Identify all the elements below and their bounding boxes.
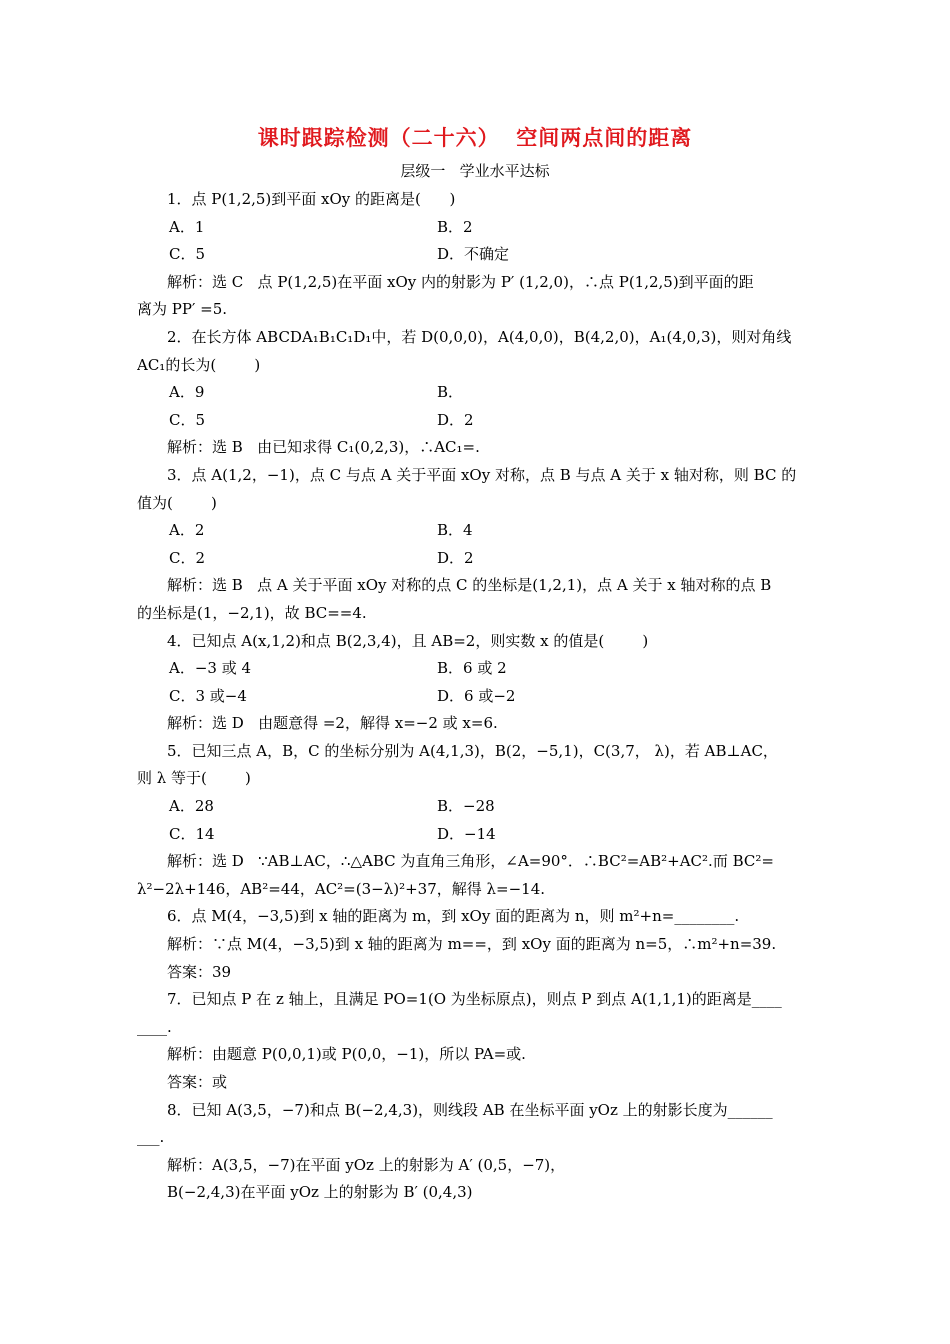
option-a: A．9	[169, 383, 205, 402]
question-5-stem: 5．已知三点 A，B，C 的坐标分别为 A(4,1,3)，B(2，−5,1)，C(3,7， λ)，若 AB⊥AC，	[167, 741, 778, 760]
question-3-stem: 3．点 A(1,2，−1)，点 C 与点 A 关于平面 xOy 对称，点 B 与点 A 关于 x 轴对称，则 BC 的	[167, 465, 797, 484]
question-7-stem: 7．已知点 P 在 z 轴上，且满足 PO=1(O 为坐标原点)，则点 P 到点 A(1,1,1)的距离是____	[167, 990, 782, 1009]
option-c: C．2	[169, 548, 206, 567]
question-2-options-cd	[137, 407, 817, 435]
question-5-solution: 解析：选 D ∵AB⊥AC，∴△ABC 为直角三角形，∠A=90°．∴BC²=AB²+AC².而 BC²=	[167, 852, 774, 871]
question-5-options-ab	[137, 793, 817, 821]
question-4-options-ab	[137, 655, 817, 683]
question-list	[137, 186, 817, 1207]
question-1-stem: 1．点 P(1,2,5)到平面 xOy 的距离是( )	[167, 190, 456, 208]
question-3-options-ab	[137, 517, 817, 545]
question-6-answer: 答案：39	[167, 962, 232, 981]
option-d: D．2	[437, 410, 474, 429]
option-a: A．2	[169, 521, 205, 540]
option-c: C．5	[169, 410, 206, 429]
option-b: B．6 或 2	[437, 659, 507, 678]
question-6-stem: 6．点 M(4，−3,5)到 x 轴的距离为 m，到 xOy 面的距离为 n，则 m²+n=________.	[167, 907, 740, 926]
question-3-solution: 解析：选 B 点 A 关于平面 xOy 对称的点 C 的坐标是(1,2,1)，点 A 关于 x 轴对称的点 B	[167, 576, 772, 595]
question-7-stem-cont: ____.	[137, 1017, 172, 1036]
option-c: C．3 或−4	[169, 686, 247, 705]
option-d: D．不确定	[437, 245, 510, 264]
question-1-options-cd	[137, 241, 817, 269]
question-6-solution: 解析：∵点 M(4，−3,5)到 x 轴的距离为 m==，到 xOy 面的距离为 n=5，∴m²+n=39.	[167, 935, 777, 954]
question-7-answer: 答案：或	[167, 1073, 228, 1091]
question-3-stem-cont: 值为( )	[137, 493, 217, 512]
option-d: D．2	[437, 548, 474, 567]
question-2-solution: 解析：选 B 由已知求得 C₁(0,2,3)，∴AC₁=.	[167, 438, 480, 457]
question-5-options-cd	[137, 821, 817, 849]
question-4-options-cd	[137, 683, 817, 711]
option-b: B．−28	[437, 797, 495, 816]
question-1-options-ab	[137, 214, 817, 242]
question-2-options-ab	[137, 379, 817, 407]
option-d: D．−14	[437, 824, 496, 843]
question-1-solution: 解析：选 C 点 P(1,2,5)在平面 xOy 内的射影为 P′ (1,2,0)，∴点 P(1,2,5)到平面的距	[167, 272, 754, 291]
question-3-solution-cont: 的坐标是(1，−2,1)，故 BC==4.	[137, 603, 367, 622]
option-a: A．1	[169, 217, 205, 236]
option-b: B．2	[437, 217, 473, 236]
section-subtitle: 层级一 学业水平达标	[400, 162, 550, 180]
question-2-stem: 2．在长方体 ABCDA₁B₁C₁D₁中，若 D(0,0,0)，A(4,0,0)，B(4,2,0)，A₁(4,0,3)，则对角线	[167, 327, 792, 346]
option-a: A．28	[169, 797, 214, 816]
question-5-solution-cont: λ²−2λ+146，AB²=44，AC²=(3−λ)²+37，解得 λ=−14.	[137, 879, 546, 898]
question-8-solution-cont: B(−2,4,3)在平面 yOz 上的射影为 B′ (0,4,3)	[167, 1183, 473, 1202]
question-5-stem-cont: 则 λ 等于( )	[137, 769, 251, 788]
question-8-solution: 解析：A(3,5，−7)在平面 yOz 上的射影为 A′ (0,5，−7)，	[167, 1155, 566, 1174]
option-b: B．	[437, 383, 464, 402]
option-d: D．6 或−2	[437, 686, 516, 705]
question-2-stem-cont: AC₁的长为( )	[137, 355, 261, 374]
option-c: C．14	[169, 824, 215, 843]
question-4-stem: 4．已知点 A(x,1,2)和点 B(2,3,4)，且 AB=2，则实数 x 的值是( )	[167, 631, 649, 650]
page-title: 课时跟踪检测（二十六） 空间两点间的距离	[257, 125, 693, 150]
question-3-options-cd	[137, 545, 817, 573]
option-b: B．4	[437, 521, 473, 540]
question-1-solution-cont: 离为 PP′ =5.	[137, 300, 228, 319]
question-4-solution: 解析：选 D 由题意得 =2，解得 x=−2 或 x=6.	[167, 714, 498, 733]
option-c: C．5	[169, 245, 206, 264]
question-8-stem: 8．已知 A(3,5，−7)和点 B(−2,4,3)，则线段 AB 在坐标平面 yOz 上的射影长度为______	[167, 1100, 773, 1119]
option-a: A．−3 或 4	[169, 659, 252, 678]
question-8-stem-cont: ___.	[137, 1128, 165, 1147]
question-7-solution: 解析：由题意 P(0,0,1)或 P(0,0，−1)，所以 PA=或.	[167, 1045, 526, 1064]
